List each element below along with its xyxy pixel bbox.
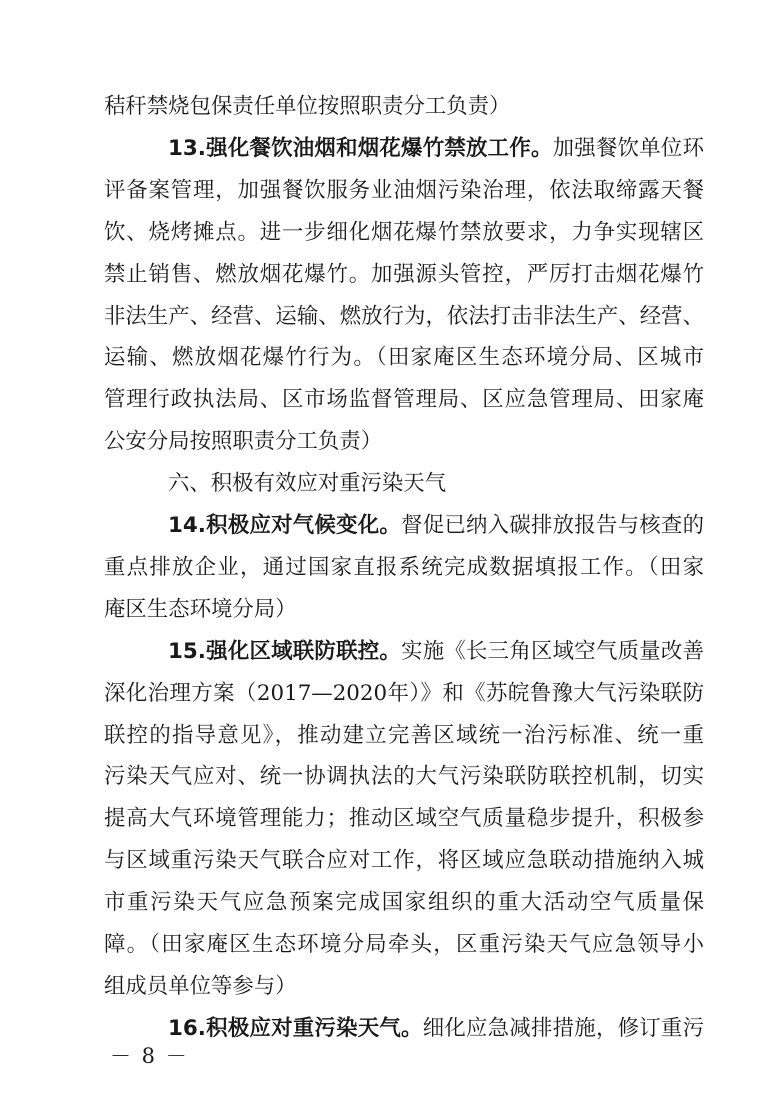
paragraph-line <box>168 1008 704 1050</box>
line-text: 污染天气应对、统一协调执法的大气污染联防联控机制，切实 <box>104 764 704 790</box>
paragraph-line <box>104 296 704 338</box>
paragraph-line <box>104 924 704 966</box>
line-text: 公安分局按照职责分工负责） <box>104 429 383 455</box>
paragraph-line <box>104 379 704 421</box>
paragraph-line <box>104 421 704 463</box>
item-13-heading: 13.强化餐饮油烟和烟花爆竹禁放工作。 <box>168 135 553 161</box>
paragraph-line <box>168 505 704 547</box>
item-16-heading: 16.积极应对重污染天气。 <box>168 1015 423 1041</box>
paragraph-line <box>104 756 704 798</box>
paragraph-line <box>104 86 704 128</box>
line-text: 加强餐饮单位环 <box>552 135 704 161</box>
paragraph-line <box>104 212 704 254</box>
paragraph-line <box>168 631 704 673</box>
item-14-heading: 14.积极应对气候变化。 <box>168 513 402 538</box>
paragraph-line <box>104 840 704 882</box>
section-heading <box>168 463 704 505</box>
paragraph-line <box>104 547 704 589</box>
paragraph-line <box>104 337 704 379</box>
line-text: 细化应急减排措施，修订重污 <box>422 1015 704 1041</box>
line-text: 与区域重污染天气联合应对工作，将区域应急联动措施纳入城 <box>104 848 704 874</box>
line-text: 禁止销售、燃放烟花爆竹。加强源头管控，严厉打击烟花爆竹 <box>104 261 704 287</box>
line-text: 实施《长三角区域空气质量改善 <box>401 638 704 664</box>
paragraph-line <box>104 170 704 212</box>
line-text: 提高大气环境管理能力；推动区域空气质量稳步提升，积极参 <box>104 806 704 832</box>
line-text: 饮、烧烤摊点。进一步细化烟花爆竹禁放要求，力争实现辖区 <box>104 219 704 245</box>
line-text: 市重污染天气应急预案完成国家组织的重大活动空气质量保 <box>104 890 704 916</box>
line-text: 深化治理方案（2017—2020年）》和《苏皖鲁豫大气污染联防 <box>104 680 704 706</box>
paragraph-line <box>104 254 704 296</box>
line-text: 评备案管理，加强餐饮服务业油烟污染治理，依法取缔露天餐 <box>104 177 704 203</box>
paragraph-line <box>104 715 704 757</box>
paragraph-line <box>104 966 704 1008</box>
page-number: － 8 － <box>110 1044 189 1068</box>
line-text: 秸秆禁烧包保责任单位按照职责分工负责） <box>104 94 511 119</box>
line-text: 障。（田家庵区生态环境分局牵头，区重污染天气应急领导小 <box>104 932 704 957</box>
line-text: 督促已纳入碳排放报告与核查的 <box>401 513 704 538</box>
line-text: 庵区生态环境分局） <box>104 596 297 622</box>
item-15-heading: 15.强化区域联防联控。 <box>168 638 402 664</box>
line-text: 非法生产、经营、运输、燃放行为，依法打击非法生产、经营、 <box>104 303 704 329</box>
line-text: 管理行政执法局、区市场监督管理局、区应急管理局、田家庵 <box>104 387 704 413</box>
section-heading-text: 六、积极有效应对重污染天气 <box>168 471 447 497</box>
line-text: 联控的指导意见》，推动建立完善区域统一治污标准、统一重 <box>104 722 704 748</box>
paragraph-line <box>104 798 704 840</box>
paragraph-line <box>168 128 704 170</box>
line-text: 组成员单位等参与） <box>104 973 297 999</box>
line-text: 重点排放企业，通过国家直报系统完成数据填报工作。（田家 <box>104 554 704 580</box>
paragraph-line <box>104 673 704 715</box>
paragraph-line <box>104 589 704 631</box>
line-text: 运输、燃放烟花爆竹行为。（田家庵区生态环境分局、区城市 <box>104 345 704 371</box>
paragraph-line <box>104 882 704 924</box>
